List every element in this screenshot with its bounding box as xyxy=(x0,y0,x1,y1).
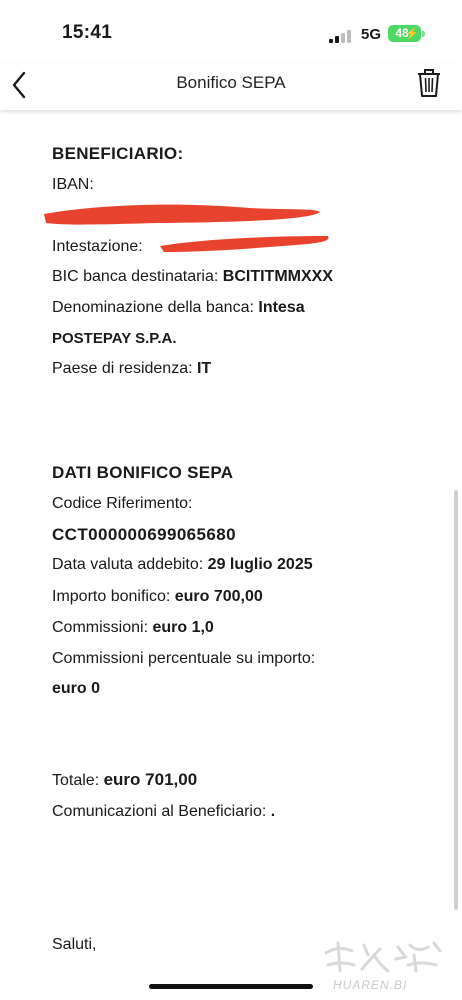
bank-row xyxy=(52,298,305,318)
status-bar xyxy=(0,0,462,64)
holder-label: Intestazione: xyxy=(52,238,143,255)
scrollbar[interactable] xyxy=(454,490,458,910)
delete-button[interactable] xyxy=(414,67,444,99)
message-label: Comunicazioni al Beneficiario: xyxy=(52,803,267,820)
bic-label: BIC banca destinataria: xyxy=(52,268,219,285)
navigation-bar xyxy=(0,64,462,110)
battery-cap xyxy=(422,31,425,37)
transfer-heading: DATI BONIFICO SEPA xyxy=(52,463,234,482)
fees-row xyxy=(52,618,214,638)
pct-fees-value: euro 0 xyxy=(52,680,101,697)
status-time: 15:41 xyxy=(62,22,113,43)
watermark-text: HUAREN.BI xyxy=(333,978,408,992)
total-label: Totale: xyxy=(52,772,100,789)
battery-level: 48 xyxy=(395,26,409,40)
signal-icon xyxy=(329,29,353,43)
bank-value: Intesa xyxy=(258,299,305,316)
iban-label: IBAN: xyxy=(52,176,94,193)
charging-bolt-icon: ⚡ xyxy=(405,28,419,40)
bic-value: BCITITMMXXX xyxy=(222,268,333,285)
iban-redaction xyxy=(40,196,330,232)
battery-icon xyxy=(388,25,421,42)
fees-label: Commissioni: xyxy=(52,619,149,636)
country-label: Paese di residenza: xyxy=(52,360,193,377)
pct-fees-label: Commissioni percentuale su importo: xyxy=(52,650,316,667)
beneficiary-heading: BENEFICIARIO: xyxy=(52,144,184,163)
closing-text: Saluti, xyxy=(52,936,97,953)
amount-label: Importo bonifico: xyxy=(52,588,171,605)
reference-value: CCT000000699065680 xyxy=(52,525,236,544)
fees-value: euro 1,0 xyxy=(152,619,214,636)
bic-row xyxy=(52,267,333,287)
total-row xyxy=(52,770,197,791)
bank-label: Denominazione della banca: xyxy=(52,299,254,316)
amount-row xyxy=(52,587,263,607)
country-value: IT xyxy=(196,360,212,377)
country-row xyxy=(52,359,211,379)
total-value: euro 701,00 xyxy=(103,770,198,789)
date-row xyxy=(52,555,313,575)
bank-value-continued: POSTEPAY S.P.A. xyxy=(52,330,177,347)
date-value: 29 luglio 2025 xyxy=(207,556,313,573)
network-type: 5G xyxy=(361,26,382,43)
message-value: . xyxy=(270,803,276,820)
message-row xyxy=(52,802,275,822)
holder-redaction xyxy=(158,230,334,256)
home-indicator[interactable] xyxy=(149,984,313,989)
amount-value: euro 700,00 xyxy=(174,588,263,605)
reference-label: Codice Riferimento: xyxy=(52,495,193,512)
date-label: Data valuta addebito: xyxy=(52,556,204,573)
page-title: Bonifico SEPA xyxy=(176,73,286,92)
trash-icon xyxy=(414,67,444,99)
